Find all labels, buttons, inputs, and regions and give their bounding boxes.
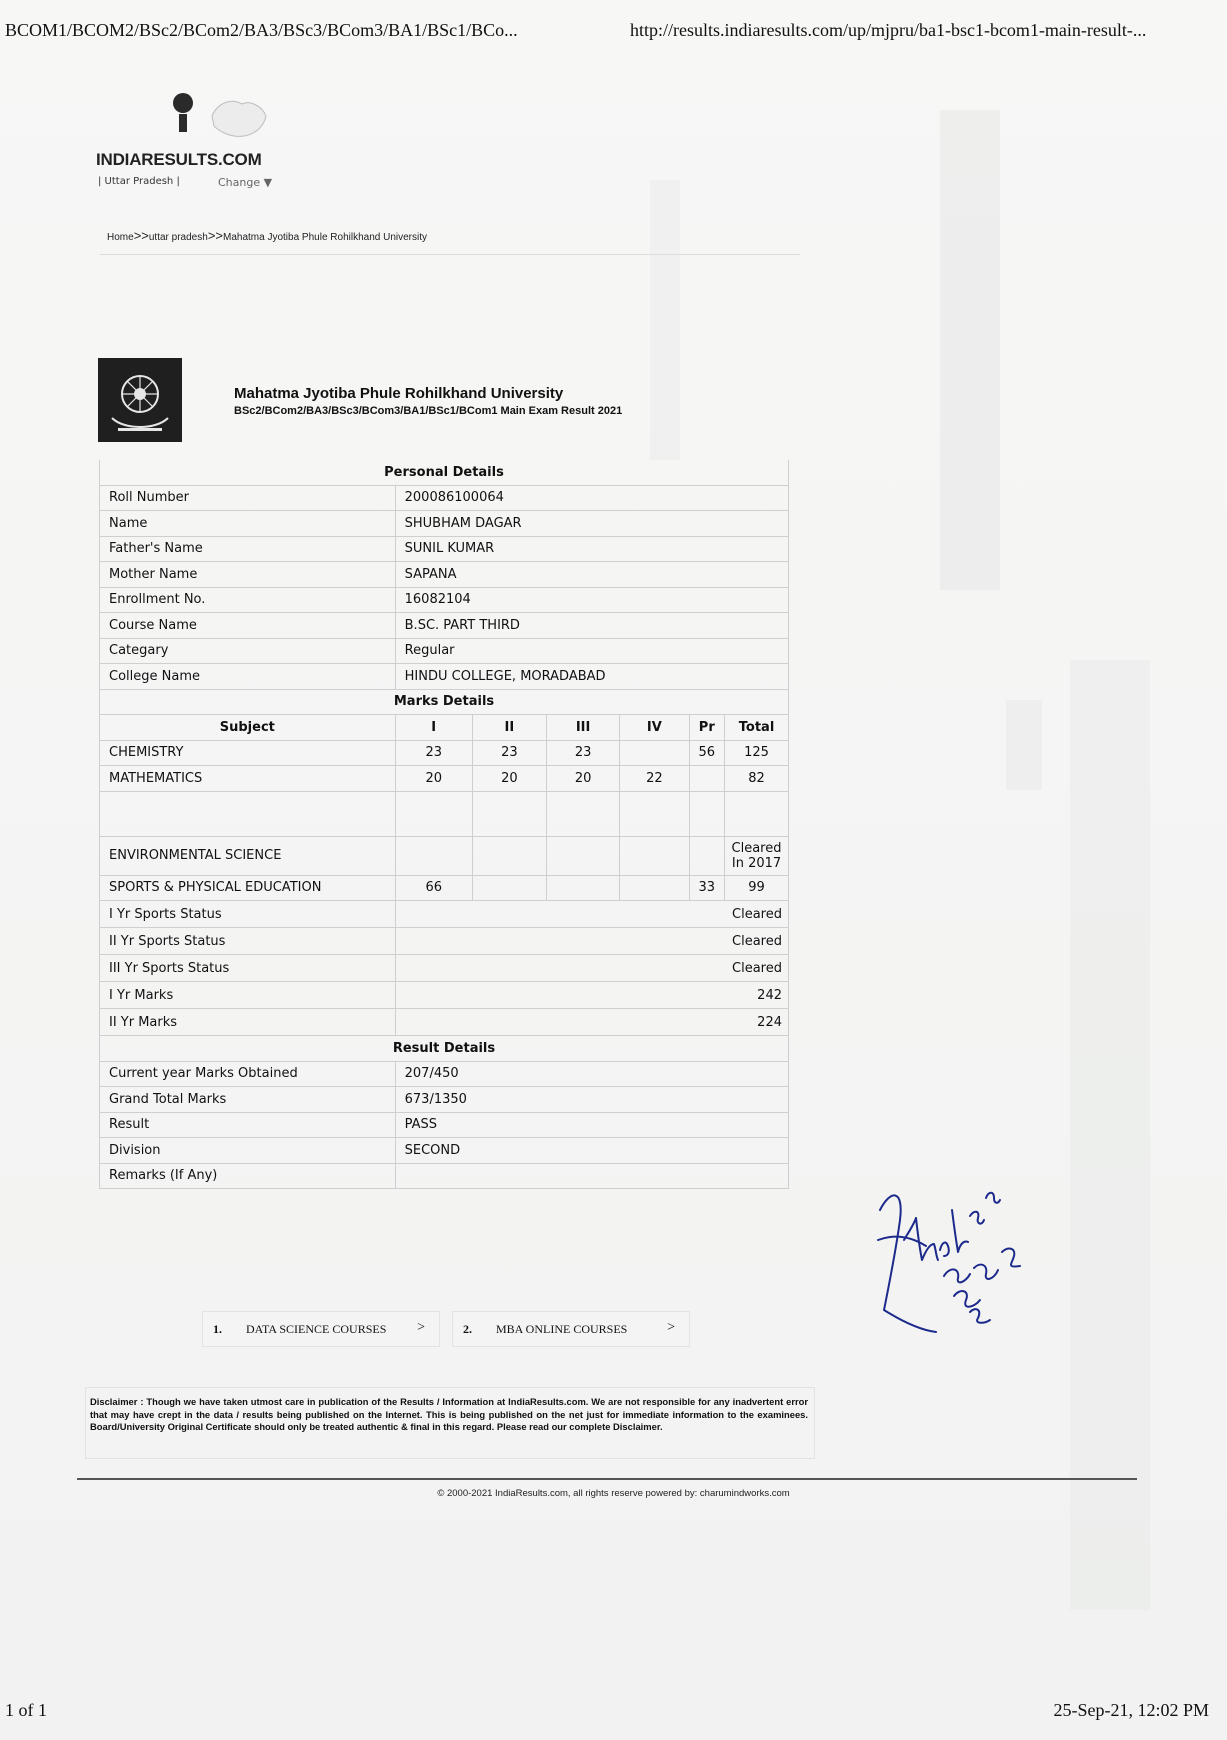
personal-details-heading-row	[100, 460, 789, 485]
mark-cell: 66	[395, 875, 472, 901]
mark-cell	[546, 875, 619, 901]
table-row	[100, 562, 789, 588]
bleed-through-block	[1006, 700, 1042, 790]
link-label: MBA ONLINE COURSES	[496, 1322, 628, 1336]
table-row	[100, 1163, 789, 1189]
mark-cell	[620, 740, 689, 766]
row-value: SHUBHAM DAGAR	[395, 511, 788, 537]
row-label: Division	[100, 1138, 396, 1164]
row-value: 224	[395, 1009, 788, 1036]
table-row	[100, 1087, 789, 1113]
table-row	[100, 982, 789, 1009]
link-data-science-courses[interactable]	[202, 1311, 440, 1347]
site-brand: INDIARESULTS.COM	[96, 150, 262, 169]
table-row	[100, 511, 789, 537]
mark-cell	[472, 791, 546, 836]
mark-cell	[546, 791, 619, 836]
column-header: Subject	[100, 715, 396, 741]
breadcrumb-separator: >>	[133, 228, 149, 243]
row-label: III Yr Sports Status	[100, 955, 396, 982]
print-header-url: http://results.indiaresults.com/up/mjpru/ba1-bsc1-bcom1-main-result-...	[630, 20, 1147, 40]
disclaimer: Disclaimer : Though we have taken utmost care in publication of the Results / Information at IndiaResults.com. We are not responsible for any inadvertent error that may have crept in the data / results being published on the Internet. This is being published on the net just for immediate information to the examinees. Board/University Original Certificate should only be treated authentic & final in this regard. Please read our complete Disclaimer.	[85, 1387, 815, 1459]
row-value: B.SC. PART THIRD	[395, 613, 788, 639]
handwritten-signature	[870, 1170, 1050, 1340]
subject-name: CHEMISTRY	[100, 740, 396, 766]
row-value	[395, 1163, 788, 1189]
mark-cell: 22	[620, 766, 689, 792]
row-value: 207/450	[395, 1061, 788, 1087]
table-row	[100, 536, 789, 562]
table-row	[100, 613, 789, 639]
breadcrumb-university[interactable]: Mahatma Jyotiba Phule Rohilkhand University	[223, 232, 427, 243]
row-label: Enrollment No.	[100, 587, 396, 613]
bleed-through-block	[1070, 660, 1150, 1610]
print-header-title: BCOM1/BCOM2/BSc2/BCom2/BA3/BSc3/BCom3/BA1/BSc1/BCo...	[5, 20, 518, 40]
table-row	[100, 901, 789, 928]
mark-cell	[689, 836, 725, 875]
mark-cell: 99	[725, 875, 789, 901]
subject-name: SPORTS & PHYSICAL EDUCATION	[100, 875, 396, 901]
mark-cell: 20	[395, 766, 472, 792]
table-row	[100, 1112, 789, 1138]
mark-cell: 125	[725, 740, 789, 766]
site-logo[interactable]	[96, 92, 286, 197]
mark-cell: 82	[725, 766, 789, 792]
row-value: Cleared	[395, 901, 788, 928]
row-label: Result	[100, 1112, 396, 1138]
result-details-heading-row	[100, 1036, 789, 1062]
chevron-right-icon: >	[667, 1320, 675, 1335]
table-row	[100, 485, 789, 511]
mark-cell: 23	[546, 740, 619, 766]
breadcrumb-state[interactable]: uttar pradesh	[148, 232, 208, 243]
mark-cell	[546, 836, 619, 875]
row-value: 673/1350	[395, 1087, 788, 1113]
footer-rule	[77, 1478, 1137, 1480]
university-title: Mahatma Jyotiba Phule Rohilkhand University	[234, 385, 564, 402]
row-label: Grand Total Marks	[100, 1087, 396, 1113]
column-header: I	[395, 715, 472, 741]
subject-name: ENVIRONMENTAL SCIENCE	[100, 836, 396, 875]
column-header: III	[546, 715, 619, 741]
mark-cell: 20	[546, 766, 619, 792]
mark-cell	[620, 791, 689, 836]
row-label: I Yr Marks	[100, 982, 396, 1009]
row-label: II Yr Marks	[100, 1009, 396, 1036]
row-value: PASS	[395, 1112, 788, 1138]
link-label: DATA SCIENCE COURSES	[246, 1322, 387, 1336]
bleed-through-block	[940, 110, 1000, 590]
print-footer-timestamp: 25-Sep-21, 12:02 PM	[1053, 1700, 1209, 1720]
table-row	[100, 928, 789, 955]
mark-cell	[395, 791, 472, 836]
site-state: | Uttar Pradesh |	[98, 176, 180, 187]
row-value: SECOND	[395, 1138, 788, 1164]
print-footer-page: 1 of 1	[5, 1700, 47, 1720]
mark-cell	[689, 766, 725, 792]
table-row	[100, 791, 789, 836]
marks-details-heading: Marks Details	[100, 689, 789, 715]
mark-cell: 23	[395, 740, 472, 766]
mark-cell: 20	[472, 766, 546, 792]
bleed-through-block	[650, 180, 680, 460]
row-value: 200086100064	[395, 485, 788, 511]
table-row	[100, 836, 789, 875]
row-value: SAPANA	[395, 562, 788, 588]
subject-name: MATHEMATICS	[100, 766, 396, 792]
table-row	[100, 664, 789, 690]
mark-cell	[620, 836, 689, 875]
column-header: Total	[725, 715, 789, 741]
row-value: SUNIL KUMAR	[395, 536, 788, 562]
mark-cell	[472, 875, 546, 901]
copyright: © 2000-2021 IndiaResults.com, all rights reserve powered by: charumindworks.com	[437, 1488, 790, 1499]
row-value: Cleared	[395, 955, 788, 982]
mark-cell: 33	[689, 875, 725, 901]
mark-cell	[689, 791, 725, 836]
change-state-link[interactable]: Change ▼	[218, 176, 273, 189]
row-label: Name	[100, 511, 396, 537]
row-label: Course Name	[100, 613, 396, 639]
link-mba-online-courses[interactable]	[452, 1311, 690, 1347]
mark-cell	[725, 791, 789, 836]
table-row	[100, 587, 789, 613]
row-label: Remarks (If Any)	[100, 1163, 396, 1189]
row-label: II Yr Sports Status	[100, 928, 396, 955]
column-header: Pr	[689, 715, 725, 741]
table-row	[100, 1009, 789, 1036]
university-emblem-icon	[98, 358, 182, 442]
mark-cell: 23	[472, 740, 546, 766]
table-row	[100, 875, 789, 901]
result-details-heading: Result Details	[100, 1036, 789, 1062]
breadcrumb-separator: >>	[207, 228, 223, 243]
link-number: 2.	[463, 1322, 472, 1336]
mark-cell: Cleared In 2017	[725, 836, 789, 875]
row-label: Categary	[100, 638, 396, 664]
row-label: Roll Number	[100, 485, 396, 511]
table-row	[100, 638, 789, 664]
marks-header-row	[100, 715, 789, 741]
indiaresults-logo-icon	[168, 92, 198, 132]
row-label: Mother Name	[100, 562, 396, 588]
subject-name	[100, 791, 396, 836]
column-header: II	[472, 715, 546, 741]
row-value: HINDU COLLEGE, MORADABAD	[395, 664, 788, 690]
mark-cell	[472, 836, 546, 875]
row-value: 16082104	[395, 587, 788, 613]
exam-title: BSc2/BCom2/BA3/BSc3/BCom3/BA1/BSc1/BCom1 Main Exam Result 2021	[234, 405, 623, 417]
row-label: I Yr Sports Status	[100, 901, 396, 928]
marks-details-heading-row	[100, 689, 789, 715]
mark-cell	[395, 836, 472, 875]
table-row	[100, 1138, 789, 1164]
breadcrumb-home[interactable]: Home	[107, 232, 134, 243]
mark-cell	[620, 875, 689, 901]
result-table	[99, 460, 789, 1189]
row-label: College Name	[100, 664, 396, 690]
breadcrumb-divider	[100, 254, 800, 255]
row-value: 242	[395, 982, 788, 1009]
table-row	[100, 955, 789, 982]
column-header: IV	[620, 715, 689, 741]
mark-cell: 56	[689, 740, 725, 766]
row-label: Father's Name	[100, 536, 396, 562]
row-value: Regular	[395, 638, 788, 664]
table-row	[100, 1061, 789, 1087]
breadcrumb	[107, 228, 427, 243]
table-row	[100, 766, 789, 792]
personal-details-heading: Personal Details	[100, 460, 789, 485]
uttar-pradesh-map-icon	[208, 96, 270, 140]
chevron-right-icon: >	[417, 1320, 425, 1335]
row-value: Cleared	[395, 928, 788, 955]
link-number: 1.	[213, 1322, 222, 1336]
table-row	[100, 740, 789, 766]
row-label: Current year Marks Obtained	[100, 1061, 396, 1087]
